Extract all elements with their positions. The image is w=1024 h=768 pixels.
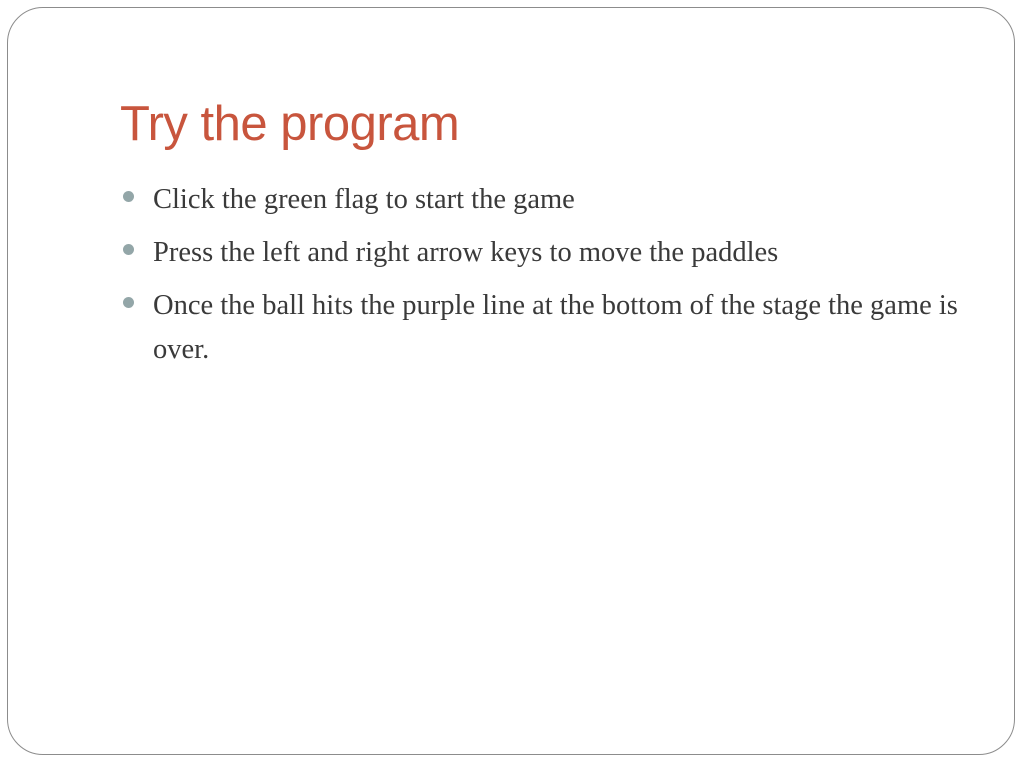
bullet-dot-icon xyxy=(123,244,134,255)
list-item xyxy=(120,284,960,372)
bullet-text: Press the left and right arrow keys to move the paddles xyxy=(153,237,779,268)
bullet-text: Click the green flag to start the game xyxy=(153,184,575,215)
slide-frame xyxy=(7,7,1015,755)
bullet-text: Once the ball hits the purple line at the bottom of the stage the game is over. xyxy=(153,290,958,365)
list-item xyxy=(120,231,960,275)
bullet-dot-icon xyxy=(123,297,134,308)
bullet-dot-icon xyxy=(123,191,134,202)
slide-title: Try the program xyxy=(120,97,460,151)
bullet-list xyxy=(120,178,960,381)
list-item xyxy=(120,178,960,222)
